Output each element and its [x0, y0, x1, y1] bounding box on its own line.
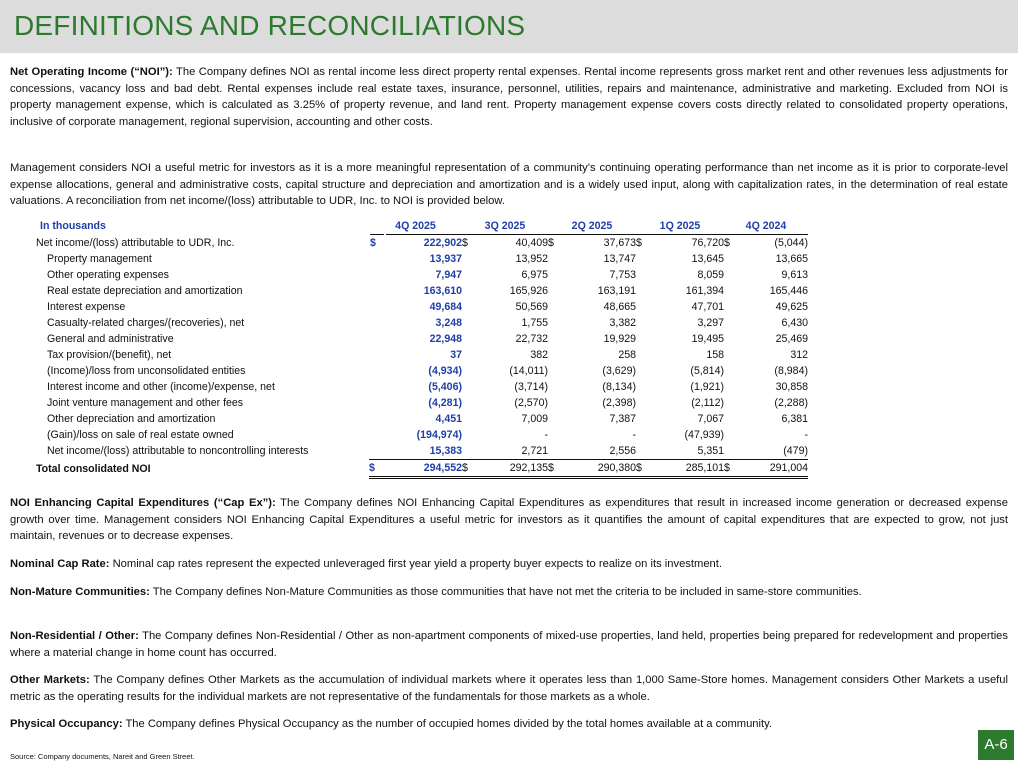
currency-symbol: $	[462, 237, 468, 249]
row-value: (5,044)	[774, 237, 808, 249]
currency-symbol	[369, 251, 385, 267]
row-value: 13,747	[603, 253, 636, 265]
noi-usefulness: Management considers NOI a useful metric for investors as it is a more meaningful representation of a community’s continuing operating performance than net income as it is prior to corporate-level expense allocations, general and administrative costs, capital structure and depreciation and amortization and is a widely used input, along with capitalization rates, in the determination of real estate valuations. A reconciliation from net income/(loss) attributable to UDR, Inc. to NOI is provided below.	[10, 162, 1008, 208]
period-header: 2Q 2025	[548, 218, 636, 235]
currency-symbol	[369, 427, 385, 443]
currency-symbol: $	[636, 237, 642, 249]
row-label: Tax provision/(benefit), net	[47, 349, 172, 361]
row-label: Interest income and other (income)/expense, net	[47, 381, 275, 393]
currency-symbol: $	[462, 460, 476, 478]
row-value: (479)	[783, 445, 808, 457]
currency-symbol	[548, 283, 562, 299]
row-value: 49,684	[429, 301, 462, 313]
row-value: 163,610	[423, 285, 462, 297]
currency-symbol	[548, 315, 562, 331]
row-value: (5,406)	[428, 381, 462, 393]
currency-symbol	[548, 267, 562, 283]
table-row	[36, 267, 808, 283]
table-row	[36, 315, 808, 331]
row-value: 165,446	[769, 285, 808, 297]
currency-symbol	[724, 267, 738, 283]
nonmature-definition	[10, 584, 1008, 601]
currency-symbol: $	[636, 460, 650, 478]
row-value: 7,753	[609, 269, 636, 281]
row-value: 5,351	[697, 445, 724, 457]
row-value: -	[544, 429, 548, 441]
row-value: -	[632, 429, 636, 441]
currency-symbol	[636, 443, 650, 460]
currency-symbol	[369, 411, 385, 427]
currency-symbol	[369, 299, 385, 315]
currency-symbol	[636, 299, 650, 315]
currency-symbol	[462, 315, 476, 331]
table-row	[36, 379, 808, 395]
row-value: 19,495	[691, 333, 724, 345]
table-row	[36, 363, 808, 379]
row-value: (14,011)	[509, 365, 548, 377]
row-label: Other depreciation and amortization	[47, 413, 216, 425]
row-value: 382	[530, 349, 548, 361]
period-header: 3Q 2025	[462, 218, 548, 235]
table-row	[36, 347, 808, 363]
currency-symbol	[548, 299, 562, 315]
row-value: (4,281)	[428, 397, 462, 409]
table-row	[36, 299, 808, 315]
currency-symbol	[462, 411, 476, 427]
currency-symbol	[548, 395, 562, 411]
occupancy-term: Physical Occupancy:	[10, 718, 123, 730]
currency-symbol	[636, 427, 650, 443]
row-value: (3,629)	[602, 365, 636, 377]
currency-symbol	[462, 363, 476, 379]
nonmature-term: Non-Mature Communities:	[10, 586, 150, 598]
table-row	[36, 331, 808, 347]
currency-symbol	[462, 267, 476, 283]
row-label: (Income)/loss from unconsolidated entities	[47, 365, 246, 377]
othermarkets-definition	[10, 672, 1008, 705]
currency-symbol	[548, 443, 562, 460]
currency-symbol	[369, 315, 385, 331]
row-value: 6,975	[521, 269, 548, 281]
currency-symbol	[724, 443, 738, 460]
row-value: 312	[790, 349, 808, 361]
header-bar	[0, 0, 1018, 53]
currency-symbol	[724, 315, 738, 331]
row-label: Real estate depreciation and amortization	[47, 285, 243, 297]
table-units-label: In thousands	[40, 220, 106, 233]
currency-symbol	[462, 443, 476, 460]
caprate-text: Nominal cap rates represent the expected unleveraged first year yield a property buyer expects to realize on its investment.	[109, 558, 722, 570]
nonresidential-term: Non-Residential / Other:	[10, 630, 139, 642]
row-value: 76,720	[691, 237, 724, 249]
currency-symbol	[462, 379, 476, 395]
row-value: 13,645	[691, 253, 724, 265]
row-value: (194,974)	[416, 429, 462, 441]
noi-text: The Company defines NOI as rental income less direct property rental expenses. Rental income represents gross market rent and other revenues less adjustments for concessions, vacancy loss and bad debt. Rental expenses include real estate taxes, insurance, personnel, utilities, repairs and maintenance, administrative and marketing. Excluded from NOI is property management expense, which is calculated as 3.25% of property revenue, and land rent. Property management expense covers costs directly related to consolidated property operations, inclusive of corporate management, regional supervision, accounting and other costs.	[10, 66, 1008, 128]
row-value: 4,451	[435, 413, 462, 425]
source-note: Source: Company documents, Nareit and Green Street.	[10, 752, 195, 761]
row-value: 37	[450, 349, 462, 361]
row-value: 291,004	[738, 460, 808, 478]
row-value: 50,569	[515, 301, 548, 313]
row-label: General and administrative	[47, 333, 174, 345]
currency-symbol	[369, 443, 385, 460]
row-value: 40,409	[515, 237, 548, 249]
row-value: (2,570)	[514, 397, 548, 409]
row-value: 2,556	[609, 445, 636, 457]
currency-symbol: $	[724, 460, 738, 478]
currency-symbol	[636, 347, 650, 363]
currency-symbol	[462, 283, 476, 299]
row-value: 9,613	[781, 269, 808, 281]
row-value: 161,394	[685, 285, 724, 297]
currency-symbol	[462, 331, 476, 347]
row-value: 285,101	[650, 460, 724, 478]
row-value: 158	[706, 349, 724, 361]
currency-symbol	[636, 267, 650, 283]
capex-definition	[10, 495, 1008, 545]
row-value: (3,714)	[514, 381, 548, 393]
noi-term: Net Operating Income (“NOI”):	[10, 66, 173, 78]
currency-symbol	[462, 299, 476, 315]
table-row	[36, 283, 808, 299]
row-value: 7,387	[609, 413, 636, 425]
row-value: 258	[618, 349, 636, 361]
row-value: 290,380	[562, 460, 636, 478]
currency-symbol	[369, 283, 385, 299]
row-label: Net income/(loss) attributable to noncontrolling interests	[47, 445, 309, 458]
capex-term: NOI Enhancing Capital Expenditures (“Cap Ex”):	[10, 497, 276, 509]
currency-symbol	[724, 251, 738, 267]
row-value: 2,721	[521, 445, 548, 457]
row-value: 13,952	[515, 253, 548, 265]
othermarkets-term: Other Markets:	[10, 674, 90, 686]
currency-symbol	[462, 395, 476, 411]
currency-symbol	[369, 363, 385, 379]
row-value: 165,926	[509, 285, 548, 297]
currency-symbol	[462, 347, 476, 363]
row-value: (2,288)	[774, 397, 808, 409]
nonresidential-text: The Company defines Non-Residential / Other as non-apartment components of mixed-use properties, land held, properties being prepared for redevelopment and properties where a material change in home count has occurred.	[10, 630, 1009, 659]
row-value: 19,929	[603, 333, 636, 345]
currency-symbol	[369, 347, 385, 363]
currency-symbol	[369, 331, 385, 347]
currency-symbol	[724, 283, 738, 299]
currency-symbol	[636, 395, 650, 411]
currency-symbol	[548, 363, 562, 379]
period-header: 1Q 2025	[636, 218, 724, 235]
currency-symbol	[369, 267, 385, 283]
currency-symbol	[369, 379, 385, 395]
row-value: 15,383	[429, 445, 462, 457]
row-value: 49,625	[775, 301, 808, 313]
row-value: (1,921)	[690, 381, 724, 393]
row-value: 13,937	[429, 253, 462, 265]
currency-symbol	[724, 347, 738, 363]
row-value: 1,755	[521, 317, 548, 329]
currency-symbol: $	[369, 460, 385, 478]
row-value: -	[804, 429, 808, 441]
page-number-badge: A-6	[978, 730, 1014, 760]
row-value: 30,858	[775, 381, 808, 393]
row-value: (47,939)	[684, 429, 724, 441]
row-value: 47,701	[691, 301, 724, 313]
currency-symbol	[636, 283, 650, 299]
currency-symbol	[636, 315, 650, 331]
row-value: 13,665	[775, 253, 808, 265]
nonmature-text: The Company defines Non-Mature Communities as those communities that have not met the criteria to be included in same-store communities.	[149, 586, 862, 598]
currency-symbol	[636, 251, 650, 267]
currency-symbol	[548, 411, 562, 427]
row-value: (5,814)	[690, 365, 724, 377]
caprate-definition	[10, 556, 1008, 573]
currency-symbol	[369, 395, 385, 411]
row-value: 48,665	[603, 301, 636, 313]
row-label: (Gain)/loss on sale of real estate owned	[47, 429, 234, 441]
othermarkets-text: The Company defines Other Markets as the accumulation of individual markets where it operates less than 1,000 Same-Store homes. Management considers Other Markets a useful metric as the operating results for the individual markets are not representative of the fundamentals for those markets as a whole.	[10, 674, 1008, 703]
currency-symbol	[548, 331, 562, 347]
currency-symbol	[636, 411, 650, 427]
row-label: Joint venture management and other fees	[47, 397, 244, 409]
occupancy-definition	[10, 716, 1008, 733]
row-value: 3,248	[435, 317, 462, 329]
currency-symbol	[724, 379, 738, 395]
row-value: 163,191	[597, 285, 636, 297]
table-row	[36, 235, 808, 252]
row-value: 22,948	[429, 333, 462, 345]
noi-definition	[10, 64, 1008, 130]
nonresidential-definition	[10, 628, 1008, 661]
row-label: Other operating expenses	[47, 269, 169, 281]
currency-symbol	[636, 379, 650, 395]
row-value: (8,134)	[602, 381, 636, 393]
table-row	[36, 395, 808, 411]
row-value: 6,430	[781, 317, 808, 329]
period-header: 4Q 2024	[724, 218, 808, 235]
table-total-row	[36, 460, 808, 478]
row-value: 3,382	[609, 317, 636, 329]
currency-symbol	[724, 395, 738, 411]
row-value: (4,934)	[428, 365, 462, 377]
row-value: 222,902	[385, 235, 462, 252]
currency-symbol	[548, 251, 562, 267]
currency-symbol: $	[548, 460, 562, 478]
row-label: Interest expense	[47, 301, 126, 313]
currency-symbol	[724, 411, 738, 427]
row-label: Net income/(loss) attributable to UDR, Inc.	[36, 236, 235, 249]
currency-symbol	[724, 299, 738, 315]
table-row	[36, 443, 808, 460]
occupancy-text: The Company defines Physical Occupancy as the number of occupied homes divided by the total homes available at a community.	[122, 718, 772, 730]
row-value: 3,297	[697, 317, 724, 329]
caprate-term: Nominal Cap Rate:	[10, 558, 110, 570]
currency-symbol	[548, 379, 562, 395]
currency-symbol	[636, 331, 650, 347]
table-row	[36, 427, 808, 443]
currency-symbol	[636, 363, 650, 379]
row-value: 22,732	[515, 333, 548, 345]
row-value: 7,009	[521, 413, 548, 425]
table-row	[36, 411, 808, 427]
currency-symbol	[462, 427, 476, 443]
row-label: Total consolidated NOI	[36, 462, 151, 475]
row-value: 6,381	[781, 413, 808, 425]
row-value: 8,059	[697, 269, 724, 281]
currency-symbol: $	[724, 237, 730, 249]
table-header-row	[36, 218, 808, 235]
noi-reconciliation-table	[36, 218, 808, 479]
currency-symbol	[462, 251, 476, 267]
currency-symbol	[724, 363, 738, 379]
currency-symbol	[548, 347, 562, 363]
row-value: (2,112)	[691, 397, 724, 409]
row-label: Casualty-related charges/(recoveries), net	[47, 317, 245, 329]
capex-text: The Company defines NOI Enhancing Capital Expenditures as expenditures that result in increased income generation or decreased expense growth over time. Management considers NOI Enhancing Capital Expenditures a useful metric for investors as it quantifies the amount of capital expenditures that are expected to grow, not just maintain, revenues or to decrease expenses.	[10, 497, 1009, 543]
row-value: 37,673	[603, 237, 636, 249]
row-value: (8,984)	[774, 365, 808, 377]
table-row	[36, 251, 808, 267]
row-value: 292,135	[476, 460, 548, 478]
currency-symbol	[724, 427, 738, 443]
currency-symbol: $	[369, 235, 385, 252]
currency-symbol	[724, 331, 738, 347]
currency-symbol	[548, 427, 562, 443]
row-value: 7,067	[697, 413, 724, 425]
row-value: 294,552	[385, 460, 462, 478]
row-value: 25,469	[775, 333, 808, 345]
currency-symbol: $	[548, 237, 554, 249]
row-value: 7,947	[435, 269, 462, 281]
row-value: (2,398)	[602, 397, 636, 409]
page-title: DEFINITIONS AND RECONCILIATIONS	[14, 10, 526, 41]
period-header: 4Q 2025	[369, 218, 462, 235]
row-label: Property management	[47, 253, 152, 265]
